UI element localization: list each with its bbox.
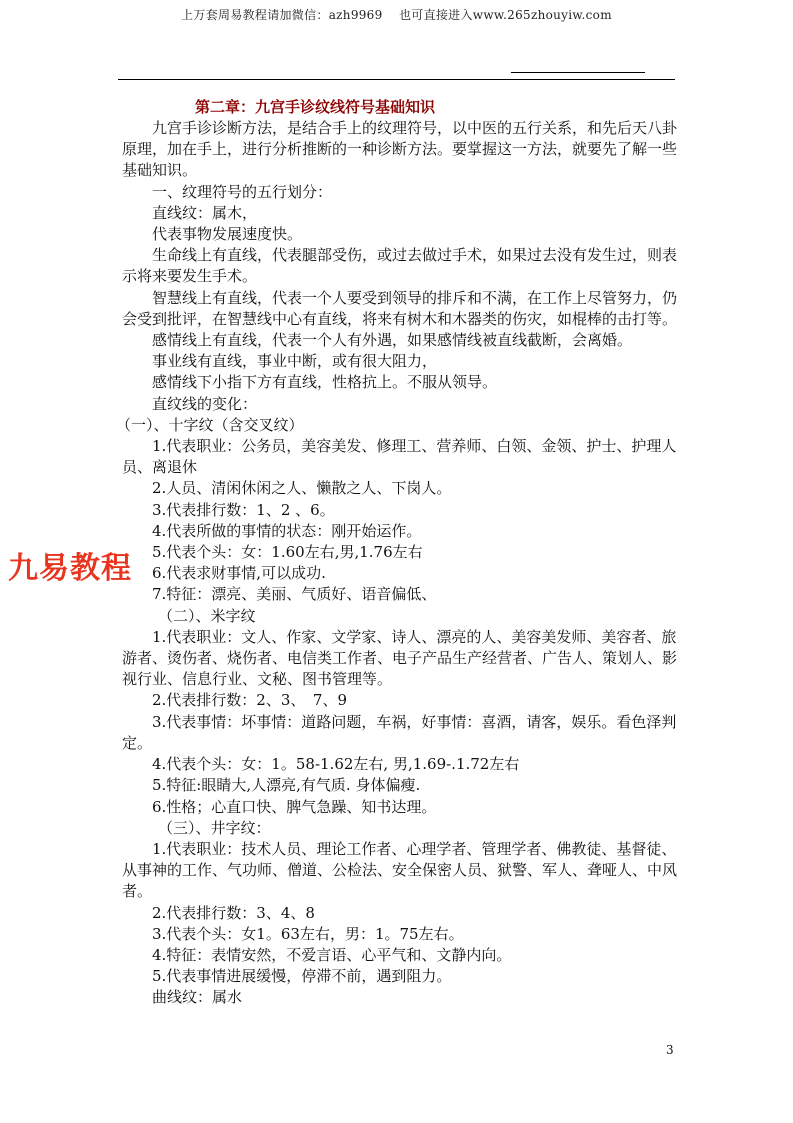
paragraph: 感情线下小指下方有直线，性格抗上。不服从领导。 [152,373,498,392]
paragraph: 曲线纹：属水 [152,988,243,1007]
paragraph: 5.特征:眼睛大,人漂亮,有气质. 身体偏瘦. [152,776,421,795]
paragraph: 智慧线上有直线，代表一个人要受到领导的排斥和不满，在工作上尽管努力，仍会受到批评，在智慧线中心有直线，将来有树木和木器类的伤灾，如棍棒的击打等。 [122,288,678,328]
section-heading: （三）、井字纹： [158,818,271,837]
paragraph: 事业线有直线，事业中断，或有很大阻力， [152,352,438,371]
section-heading: （二）、米字纹 [158,606,256,625]
paragraph: 九宫手诊诊断方法，是结合手上的纹理符号，以中医的五行关系，和先后天八卦原理，加在手上，进行分析推断的一种诊断方法。要掌握这一方法，就要先了解一些基础知识。 [122,119,678,180]
paragraph: 4.代表个头：女：1。58-1.62左右, 男,1.69-.1.72左右 [152,755,520,774]
paragraph: 直纹线的变化： [152,394,258,413]
paragraph: 1.代表职业：文人、作家、文学家、诗人、漂亮的人、美容美发师、美容者、旅游者、烫伤者、烧伤者、电信类工作者、电子产品生产经营者、广告人、策划人、影视行业、信息行业、文秘、图书管理等。 [122,627,678,689]
paragraph: 5.代表个头：女：1.60左右,男,1.76左右 [152,543,423,562]
paragraph: 一、纹理符号的五行划分： [152,182,333,201]
paragraph: 4.特征：表情安然，不爱言语、心平气和、文静内向。 [152,945,512,964]
page-header: 上万套周易教程请加微信：azh9969 也可直接进入www.265zhouyiw.com [181,8,612,22]
paragraph: 2.代表排行数：2、3、 7、9 [152,691,347,710]
paragraph: 3.代表个头：女1。63左右，男：1。75左右。 [152,924,464,943]
paragraph: 3.代表排行数：1、2 、6。 [152,500,335,519]
page-number: 3 [666,1043,674,1057]
paragraph: 1.代表职业：技术人员、理论工作者、心理学者、管理学者、佛教徒、基督徒、从事神的工作、气功师、僧道、公检法、安全保密人员、狱警、军人、聋哑人、中风者。 [122,839,678,901]
paragraph: 3.代表事情：坏事情：道路问题，车祸，好事情：喜酒，请客，娱乐。看色泽判定。 [122,712,677,752]
chapter-title: 第二章：九宫手诊纹线符号基础知识 [195,98,436,116]
header-rule [118,79,675,80]
watermark-logo: 九易教程 [8,551,132,586]
paragraph: 感情线上有直线，代表一个人有外遇，如果感情线被直线截断，会离婚。 [152,331,633,350]
paragraph: 1.代表职业：公务员，美容美发、修理工、营养师、白领、金领、护士、护理人员、离退休 [122,437,677,477]
paragraph: 5.代表事情进展缓慢，停滞不前，遇到阻力。 [152,967,452,986]
paragraph: 代表事物发展速度快。 [152,225,303,244]
body-text [116,118,678,1009]
paragraph: 2.代表排行数：3、4、8 [152,903,315,922]
paragraph: 4.代表所做的事情的状态：刚开始运作。 [152,521,422,540]
paragraph: 7.特征：漂亮、美丽、气质好、语音偏低、 [152,585,437,604]
paragraph: 6.性格；心直口快、脾气急躁、知书达理。 [152,797,437,816]
section-heading: （一）、十字纹（含交叉纹） [116,415,304,434]
paragraph: 6.代表求财事情,可以成功. [152,564,326,583]
paragraph: 2.人员、清闲休闲之人、懒散之人、下岗人。 [152,479,452,498]
header-short-rule [511,72,645,73]
paragraph: 生命线上有直线，代表腿部受伤，或过去做过手术，如果过去没有发生过，则表示将来要发生手术。 [122,246,678,286]
paragraph: 直线纹：属木， [152,203,258,222]
